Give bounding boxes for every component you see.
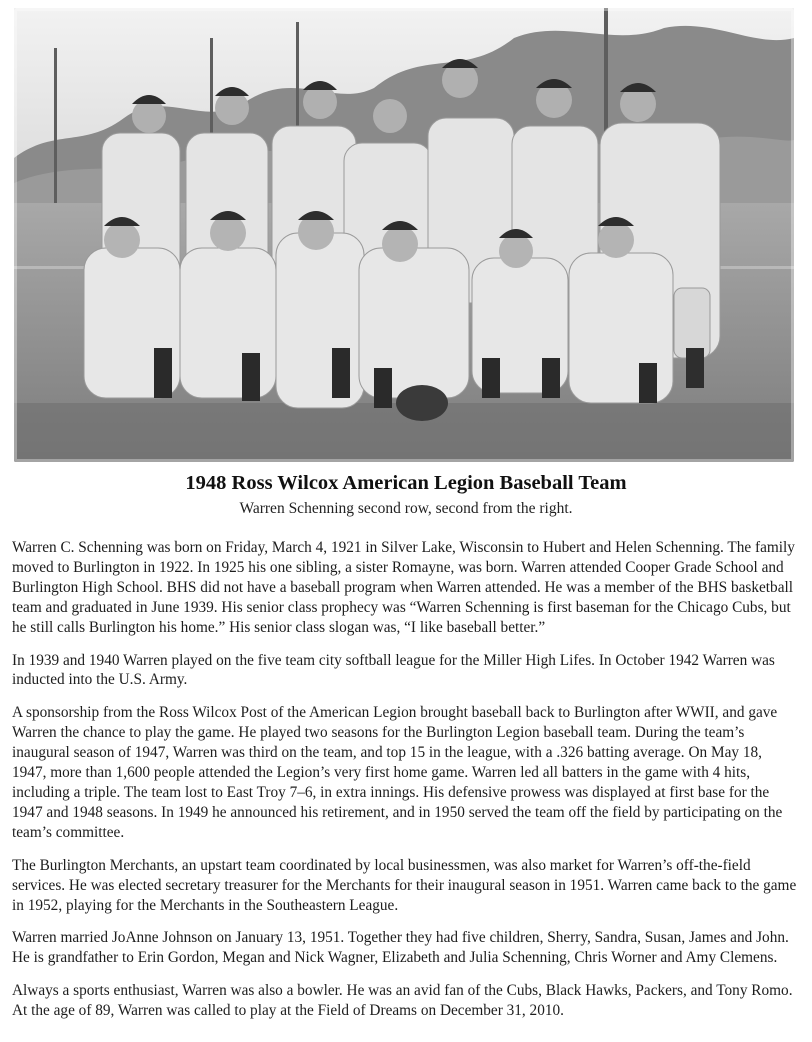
team-photo bbox=[14, 8, 794, 462]
biography-text bbox=[12, 538, 798, 1034]
paragraph: Warren C. Schenning was born on Friday, March 4, 1921 in Silver Lake, Wisconsin to Hubert and Helen Schenning. The family moved to Burlington in 1922. In 1925 his one sibling, a sister Romayne, was born. Warren attended Cooper Grade School and Burlington High School. BHS did not have a baseball program when Warren attended. He was a member of the BHS basketball team and graduated in June 1939. His senior class prophecy was “Warren Schenning is first baseman for the Chicago Cubs, but he still calls Burlington his home.” His senior class slogan was, “I like baseball better.” bbox=[12, 539, 795, 636]
paragraph: The Burlington Merchants, an upstart team coordinated by local businessmen, was also market for Warren’s off-the-field services. He was elected secretary treasurer for the Merchants for their inaugural season in 1951. Warren came back to the game in 1952, playing for the Merchants in the Southeastern League. bbox=[12, 856, 797, 914]
photo-title: 1948 Ross Wilcox American Legion Baseball Team bbox=[185, 472, 627, 494]
team-photo-illustration bbox=[14, 8, 794, 462]
paragraph: A sponsorship from the Ross Wilcox Post of the American Legion brought baseball back to Burlington after WWII, and gave Warren the chance to play the game. He played two seasons for the Burlington Legion baseball team. During the team’s inaugural season of 1947, Warren was third on the team, and top 15 in the league, with a .326 batting average. On May 18, 1947, more than 1,600 people attended the Legion’s very first home game. Warren led all batters in the game with 4 hits, including a triple. The team lost to East Troy 7–6, in extra innings. His defensive prowess was displayed at first base for the 1947 and 1948 seasons. In 1949 he announced his retirement, and in 1950 served the team off the field by participating on the team’s committee. bbox=[12, 704, 783, 841]
paragraph: Warren married JoAnne Johnson on January 13, 1951. Together they had five children, Sherry, Sandra, Susan, James and John. He is grandfather to Erin Gordon, Megan and Nick Wagner, Elizabeth and Julia Schenning, Chris Worner and Amy Clemens. bbox=[12, 929, 789, 967]
photo-caption: Warren Schenning second row, second from the right. bbox=[239, 500, 573, 517]
paragraph: In 1939 and 1940 Warren played on the five team city softball league for the Miller High Lifes. In October 1942 Warren was inducted into the U.S. Army. bbox=[12, 651, 775, 689]
paragraph: Always a sports enthusiast, Warren was also a bowler. He was an avid fan of the Cubs, Black Hawks, Packers, and Tony Romo. At the age of 89, Warren was called to play at the Field of Dreams on December 31, 2010. bbox=[12, 982, 793, 1020]
